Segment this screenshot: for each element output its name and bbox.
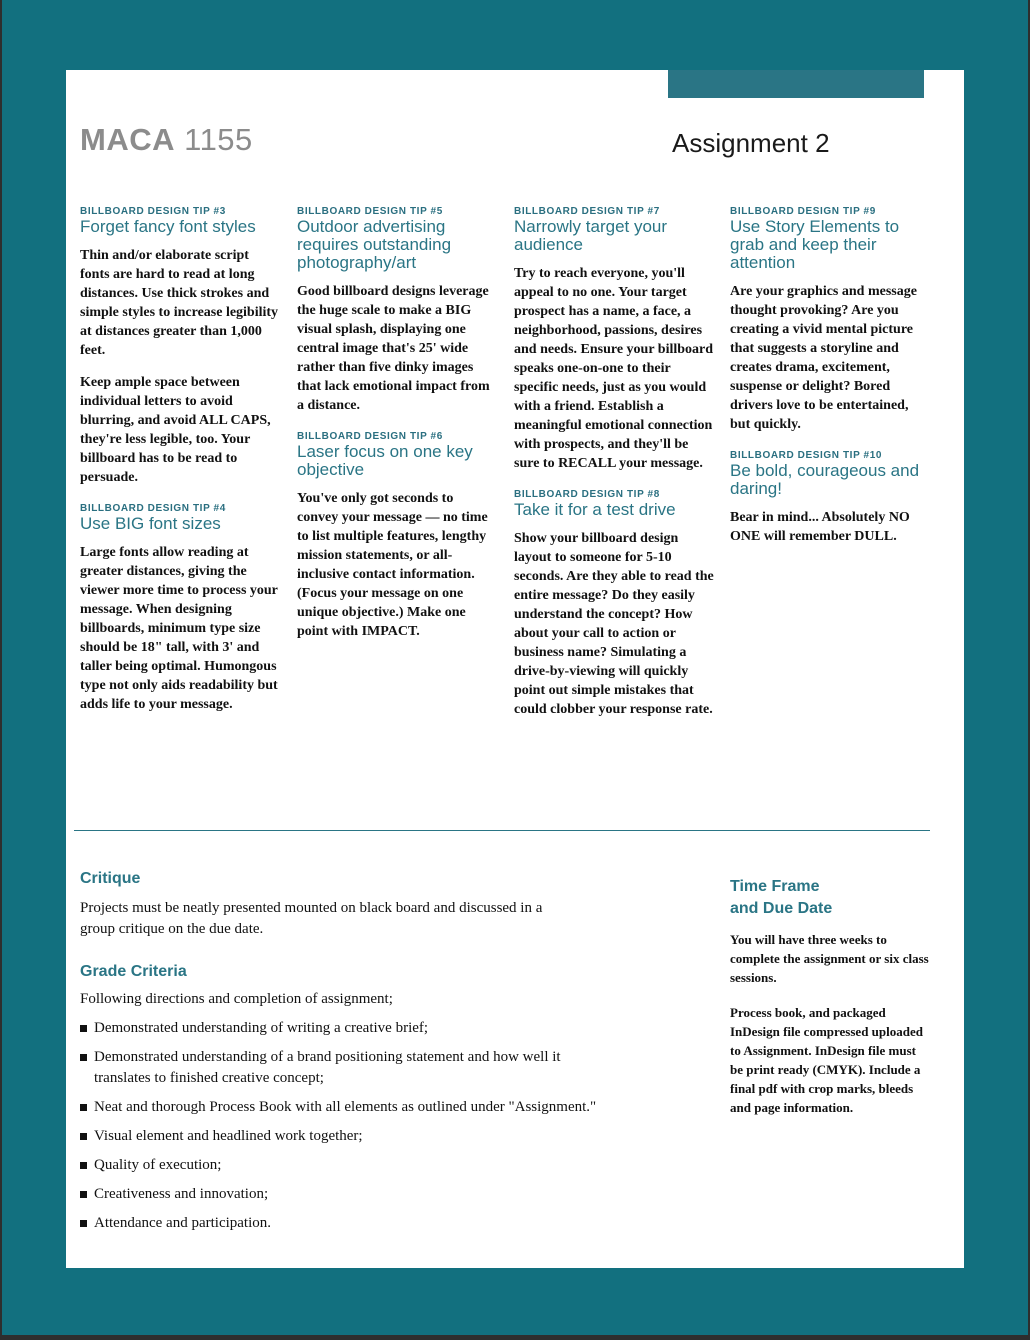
bullet-icon xyxy=(80,1054,87,1061)
tip-paragraph: Keep ample space between individual letters to avoid blurring, and avoid ALL CAPS, they're less legible, too. Your billboard has to be read to persuade. xyxy=(80,375,271,485)
tip-5 xyxy=(297,206,497,415)
bullet-icon xyxy=(80,1220,87,1227)
criteria-text: Attendance and participation. xyxy=(94,1215,272,1231)
bullet-icon xyxy=(80,1162,87,1169)
criteria-text: Visual element and headlined work together; xyxy=(94,1128,363,1144)
tip-paragraph: Try to reach everyone, you'll appeal to no one. Your target prospect has a name, a face, a neighborhood, passions, desires and needs. Ensure your billboard speaks one-on-one to their specific needs, just as you would with a friend. Establish a meaningful emotional connection with prospects, and they'll be sure to RECALL your message. xyxy=(514,266,714,471)
grade-criteria-heading: Grade Criteria xyxy=(80,963,187,980)
tip-paragraph: Show your billboard design layout to someone for 5-10 seconds. Are they able to read the entire message? Do they easily understand the concept? How about your call to action or business name? Simulating a drive-by-viewing will quickly point out simple mistakes that could clobber your response rate. xyxy=(514,531,714,717)
tip-10 xyxy=(730,450,930,546)
criteria-item xyxy=(80,1047,600,1089)
criteria-text: Neat and thorough Process Book with all elements as outlined under "Assignment." xyxy=(94,1099,597,1115)
time-frame-paragraph: You will have three weeks to complete the assignment or six class sessions. xyxy=(730,932,929,985)
tip-6 xyxy=(297,431,497,641)
tips-column-4 xyxy=(730,206,930,562)
tip-4 xyxy=(80,503,280,714)
tip-8 xyxy=(514,489,714,719)
tip-label: BILLBOARD DESIGN TIP #10 xyxy=(730,450,883,461)
critique-section xyxy=(80,870,560,940)
criteria-item xyxy=(80,1126,600,1147)
tip-label: BILLBOARD DESIGN TIP #6 xyxy=(297,431,443,442)
grade-criteria-list xyxy=(80,1018,600,1234)
tip-title: Use Story Elements to grab and keep their attention xyxy=(730,217,900,272)
tip-label: BILLBOARD DESIGN TIP #7 xyxy=(514,206,660,217)
grade-criteria-intro: Following directions and completion of assignment; xyxy=(80,991,393,1007)
tip-label: BILLBOARD DESIGN TIP #3 xyxy=(80,206,226,217)
tip-paragraph: Large fonts allow reading at greater distances, giving the viewer more time to process your message. When designing billboards, minimum type size should be 18" tall, with 3' and taller being optimal. Humongous type not only aids readability but adds life to your message. xyxy=(80,545,278,712)
criteria-text: Quality of execution; xyxy=(94,1157,222,1173)
bullet-icon xyxy=(80,1104,87,1111)
time-frame-heading-line1: Time Frame xyxy=(730,878,820,895)
tip-title: Laser focus on one key objective xyxy=(297,442,473,479)
criteria-text: Creativeness and innovation; xyxy=(94,1186,269,1202)
tip-paragraph: Bear in mind... Absolutely NO ONE will remember DULL. xyxy=(730,510,910,544)
tip-label: BILLBOARD DESIGN TIP #5 xyxy=(297,206,443,217)
criteria-item xyxy=(80,1097,600,1118)
section-divider xyxy=(74,830,930,831)
assignment-page xyxy=(66,70,964,1268)
tip-title: Use BIG font sizes xyxy=(80,514,221,533)
criteria-text: Demonstrated understanding of writing a creative brief; xyxy=(94,1020,429,1036)
tips-column-1 xyxy=(80,206,280,730)
submission-paragraph: Process book, and packaged InDesign file compressed uploaded to Assignment. InDesign file must be print ready (CMYK). Include a final pdf with crop marks, bleeds and page information. xyxy=(730,1005,923,1115)
time-frame-heading xyxy=(730,876,930,920)
course-number: 1155 xyxy=(184,122,253,157)
time-frame-heading-line2: and Due Date xyxy=(730,900,833,917)
tip-3 xyxy=(80,206,280,487)
header-accent-bar xyxy=(668,70,924,98)
tip-title: Be bold, courageous and daring! xyxy=(730,461,920,498)
tip-label: BILLBOARD DESIGN TIP #8 xyxy=(514,489,660,500)
bullet-icon xyxy=(80,1191,87,1198)
tip-paragraph: Are your graphics and message thought provoking? Are you creating a vivid mental picture that suggests a storyline and creates drama, excitement, suspense or delight? Bored drivers love to be entertained, but quickly. xyxy=(730,284,917,432)
tip-title: Take it for a test drive xyxy=(514,500,676,519)
tip-paragraph: Good billboard designs leverage the huge scale to make a BIG visual splash, displaying one central image that's 25' wide rather than five dinky images that lack emotional impact from a distance. xyxy=(297,284,490,413)
criteria-text: Demonstrated understanding of a brand positioning statement and how well it translates to finished creative concept; xyxy=(94,1049,561,1086)
critique-heading: Critique xyxy=(80,870,141,887)
tip-9 xyxy=(730,206,930,434)
bullet-icon xyxy=(80,1025,87,1032)
tip-title: Narrowly target your audience xyxy=(514,217,668,254)
document-frame xyxy=(2,0,1028,1335)
tips-column-3 xyxy=(514,206,714,735)
course-code: MACA xyxy=(80,122,175,157)
tip-label: BILLBOARD DESIGN TIP #4 xyxy=(80,503,226,514)
tip-7 xyxy=(514,206,714,473)
tip-title: Forget fancy font styles xyxy=(80,217,256,236)
bullet-icon xyxy=(80,1133,87,1140)
time-frame-section xyxy=(730,876,930,1133)
course-title xyxy=(80,122,253,158)
critique-body: Projects must be neatly presented mounted on black board and discussed in a group critique on the due date. xyxy=(80,900,543,937)
tip-paragraph: Thin and/or elaborate script fonts are hard to read at long distances. Use thick strokes and simple styles to increase legibility at distances greater than 1,000 feet. xyxy=(80,248,279,358)
criteria-item xyxy=(80,1018,600,1039)
tip-label: BILLBOARD DESIGN TIP #9 xyxy=(730,206,876,217)
tip-paragraph: You've only got seconds to convey your message — no time to list multiple features, lengthy mission statements, or all-inclusive contact information. (Focus your message on one unique objective.) Make one point with IMPACT. xyxy=(297,491,488,639)
criteria-item xyxy=(80,1213,600,1234)
tip-title: Outdoor advertising requires outstanding photography/art xyxy=(297,217,452,272)
assignment-title: Assignment 2 xyxy=(672,128,830,158)
criteria-item xyxy=(80,1184,600,1205)
grade-criteria-section xyxy=(80,963,600,1242)
tips-column-2 xyxy=(297,206,497,657)
criteria-item xyxy=(80,1155,600,1176)
